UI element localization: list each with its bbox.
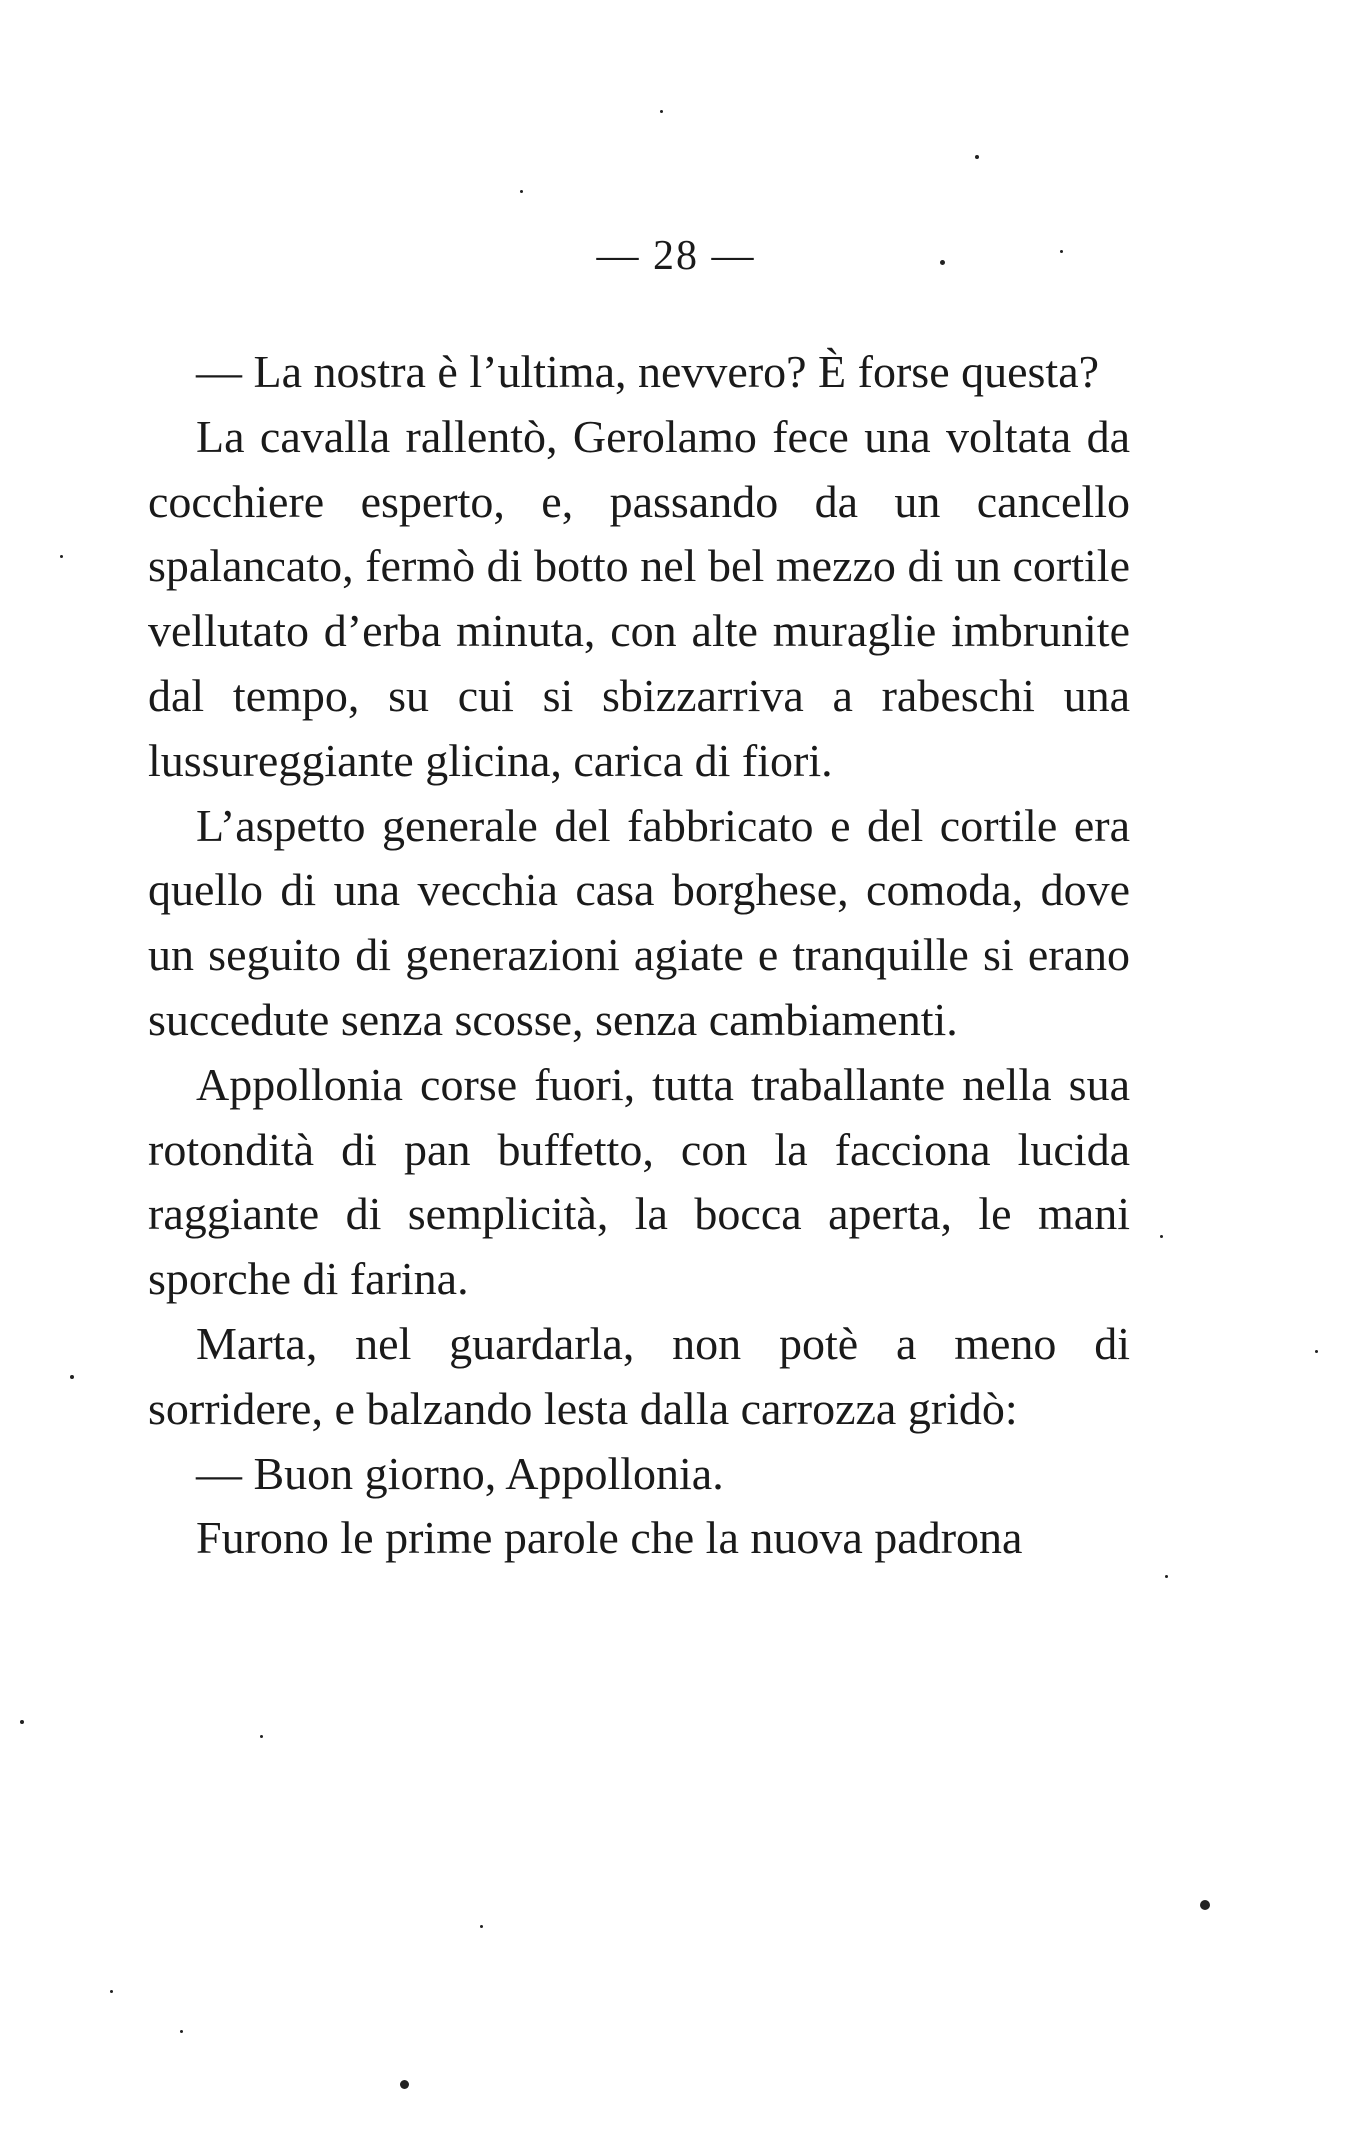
paragraph-1: — La nostra è l’ultima, nevvero? È forse questa? [196,346,1100,397]
scan-speck [975,155,979,159]
scan-speck [110,1990,113,1993]
scan-speck [400,2080,409,2089]
paragraph-4: Appollonia corse fuori, tutta traballante nella sua rotondità di pan buffetto, con la facciona lucida raggiante di semplicità, la bocca aperta, le mani sporche di farina. [148,1058,1130,1305]
scan-speck [180,2030,183,2033]
scan-speck [260,1735,263,1738]
scan-speck [20,1720,24,1724]
scan-speck [1165,1575,1168,1578]
scan-speck [1200,1900,1210,1910]
paragraph-7: Furono le prime parole che la nuova padrona [196,1512,1023,1564]
scan-speck [660,110,663,113]
scan-speck [70,1375,74,1379]
scan-speck [940,260,945,265]
scan-speck [60,555,63,558]
paragraph-5: Marta, nel guardarla, non potè a meno di sorridere, e balzando lesta dalla carrozza gridò: [148,1317,1130,1434]
scan-speck [1060,250,1063,253]
scan-speck [480,1925,483,1928]
paragraph-3: L’aspetto generale del fabbricato e del cortile era quello di una vecchia casa borghese, comoda, dove un seguito di generazioni agiate e tranquille si erano succedute senza scosse, senza cambiamenti. [148,799,1130,1045]
scan-speck [520,190,523,193]
page-number: — 28 — [596,233,756,279]
paragraph-6: — Buon giorno, Appollonia. [196,1447,724,1499]
scan-speck [1160,1235,1163,1238]
scan-speck [1315,1350,1318,1353]
body-text [148,340,1130,1571]
paragraph-2: La cavalla rallentò, Gerolamo fece una voltata da cocchiere esperto, e, passando da un cancello spalancato, fermò di botto nel bel mezzo di un cortile vellutato d’erba minuta, con alte muraglie imbrunite dal tempo, su cui si sbizzarriva a rabeschi una lussureggiante glicina, carica di fiori. [148,410,1130,786]
